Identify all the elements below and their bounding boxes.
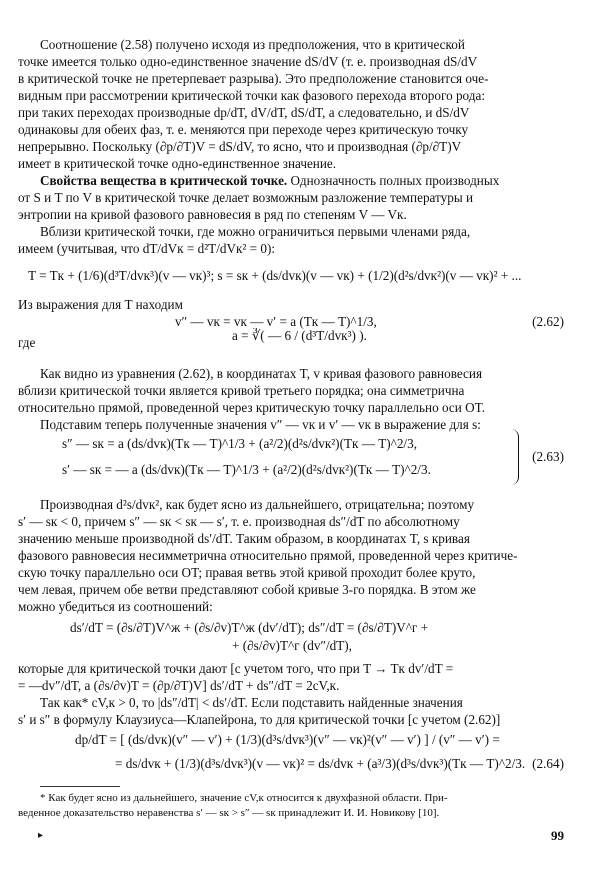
paragraph-line: s′ и s″ в формулу Клаузиуса—Клапейрона, то для критической точки [с учетом (2.62)] (18, 712, 501, 727)
equation-relation-1: ds′/dT = (∂s/∂T)V^ж + (∂s/∂v)T^ж (dv′/dT); ds″/dT = (∂s/∂T)V^г + (70, 620, 429, 635)
equation-a: a = ∛( — 6 / (d³T/dvк³) ). (232, 328, 367, 343)
equation-2-63-b: s′ — sк = — a (ds/dvк)(Tк — T)^1/3 + (a²/2)(d²s/dvк²)(Tк — T)^2/3. (62, 462, 431, 477)
equation-2-63-a: s″ — sк = a (ds/dvк)(Tк — T)^1/3 + (a²/2)(d²s/dvк²)(Tк — T)^2/3, (62, 436, 417, 451)
footnote-rule (40, 786, 120, 787)
paragraph-line: чем левая, причем обе ветви представляют собой кривые 3-го порядка. В этом же (18, 582, 476, 597)
paragraph-line: которые для критической точки дают [с учетом того, что при T → Tк dv′/dT = (18, 661, 454, 676)
paragraph-line: от S и T по V в критической точке делает возможным разложение температуры и (18, 190, 474, 205)
section-line (40, 172, 566, 189)
paragraph-line: вблизи критической точки является кривой третьего порядка; она симметрична (18, 383, 465, 398)
paragraph-line: можно убедиться из соотношений: (18, 599, 213, 614)
equation-relation-2: + (∂s/∂v)T^г (dv″/dT), (232, 638, 352, 653)
paragraph-line: точке имеется только одно-единственное значение dS/dV (т. е. производная dS/dV (18, 54, 478, 69)
paragraph-line: Как видно из уравнения (2.62), в координатах T, v кривая фазового равновесия (40, 366, 483, 381)
paragraph-line: энтропии на кривой фазового равновесия в ряд по степеням V — Vк. (18, 207, 407, 222)
paragraph-line: скую точку параллельно оси OT; правая ветвь этой кривой проходит более круто, (18, 565, 476, 580)
equation-2-62: v″ — vк = vк — v′ = a (Tк — T)^1/3, (175, 314, 377, 329)
paragraph-line: Из выражения для T находим (18, 297, 183, 312)
equation-2-64-b: = ds/dvк + (1/3)(d³s/dvк³)(v — vк)² = ds/dvк + (a³/3)(d³s/dvк³)(Tк — T)^2/3. (115, 756, 526, 771)
section-heading: Свойства вещества в критической точке. (40, 173, 288, 188)
paragraph-line: Так как* cV,к > 0, то |ds″/dT| < ds′/dT. Если подставить найденные значения (40, 695, 463, 710)
paragraph-line: Соотношение (2.58) получено исходя из предположения, что в критической (40, 37, 465, 52)
equation-number: (2.62) (532, 314, 564, 329)
footnote-line: веденное доказательство неравенства s′ — sк > s″ — sк принадлежит И. И. Новикову [10]. (18, 807, 440, 819)
equation-2-64-a: dp/dT = [ (ds/dvк)(v″ — v′) + (1/3)(d³s/dvк³)(v″ — vк)²(v″ — v′) ] / (v″ — v′) = (75, 732, 500, 747)
margin-mark: ▸ (38, 830, 44, 841)
paragraph-line: Подставим теперь полученные значения v″ — vк и v′ — vк в выражение для s: (40, 417, 481, 432)
paragraph-line: в критической точке не претерпевает разрыва). Это предположение становится оче- (18, 71, 489, 86)
equation-brace (510, 429, 519, 485)
paragraph-line: Производная d²s/dvк², как будет ясно из дальнейшего, отрицательна; поэтому (40, 497, 475, 512)
paragraph-line: где (18, 335, 36, 350)
section-line-text: Однозначность полных производных (290, 173, 500, 188)
paragraph-line: при таких переходах производные dp/dT, dV/dT, dS/dT, а следовательно, и dS/dV (18, 105, 470, 120)
paragraph-line: s′ — sк < 0, причем s″ — sк < sк — s′, т. е. производная ds″/dT по абсолютному (18, 514, 460, 529)
paragraph-line: Вблизи критической точки, где можно ограничиться первыми членами ряда, (40, 224, 471, 239)
equation-number: (2.63) (532, 449, 564, 464)
paragraph-line: = —dv″/dT, а (∂s/∂v)T = (∂p/∂T)V] ds′/dT + ds″/dT = 2cV,к. (18, 678, 340, 693)
footnote-line: * Как будет ясно из дальнейшего, значение cV,к относится к двухфазной области. При- (40, 792, 448, 804)
paragraph-line: фазового равновесия несимметрична относительно прямой, проведенной через критиче- (18, 548, 518, 563)
paragraph-line: видным при рассмотрении критической точки как фазового перехода второго рода: (18, 88, 485, 103)
paragraph-line: значению меньше производной ds′/dT. Таким образом, в координатах T, s кривая (18, 531, 470, 546)
equation-series: T = Tк + (1/6)(d³T/dvк³)(v — vк)³; s = sк + (ds/dvк)(v — vк) + (1/2)(d²s/dvк²)(v — vк)² + ... (28, 268, 522, 283)
paragraph-line: имеем (учитывая, что dT/dVк = d²T/dVк² = 0): (18, 241, 276, 256)
paragraph-line: непрерывно. Поскольку (∂p/∂T)V = dS/dV, то ясно, что и производная (∂p/∂T)V (18, 139, 462, 154)
paragraph-line: относительно прямой, проведенной через критическую точку параллельно оси OT. (18, 400, 485, 415)
equation-number: (2.64) (532, 756, 564, 771)
page-number: 99 (551, 828, 564, 843)
paragraph-line: имеет в критической точке одно-единственное значение. (18, 156, 337, 171)
paragraph-line: одинаковы для обеих фаз, т. е. меняются при переходе через критическую точку (18, 122, 469, 137)
